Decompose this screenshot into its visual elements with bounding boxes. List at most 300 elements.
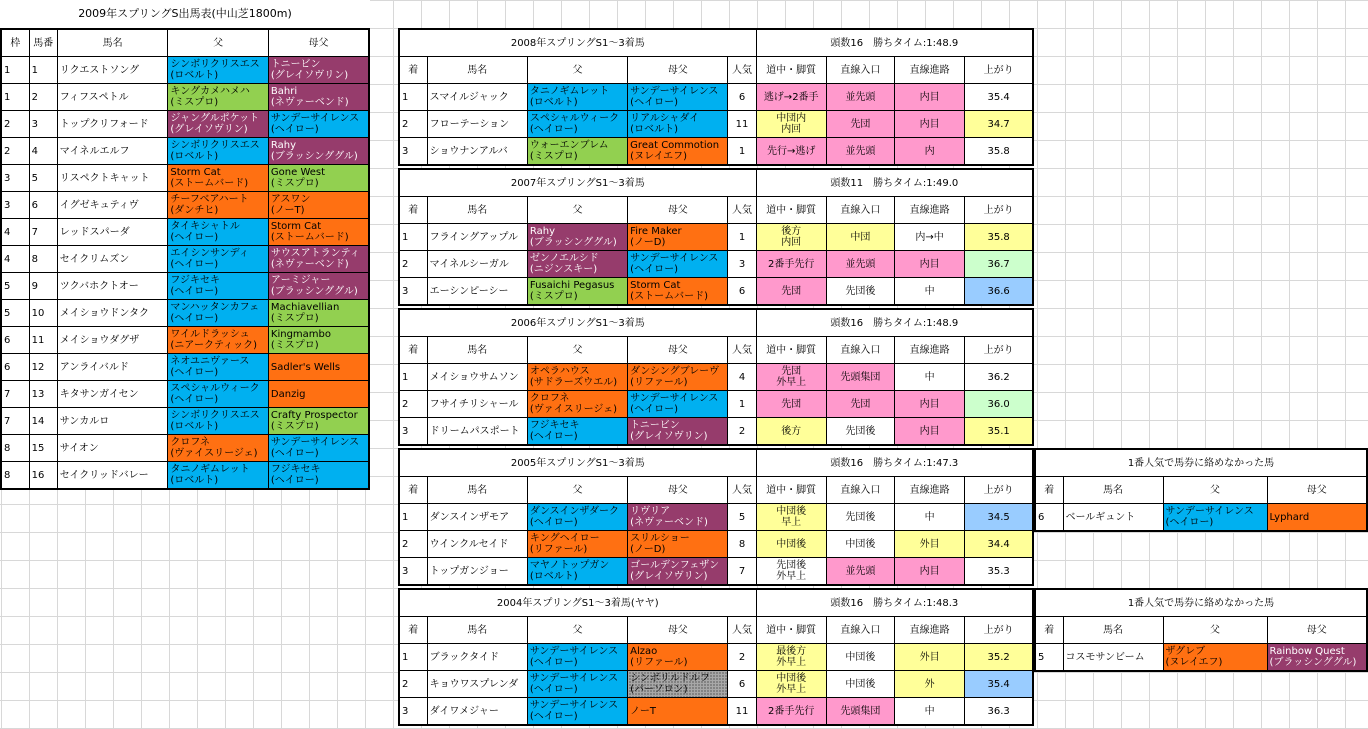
year-title: 2005年スプリングS1～3着馬	[399, 449, 756, 477]
horse-name: ツクバホクトオー	[57, 273, 168, 300]
column-header: 直線進路	[895, 337, 965, 364]
horse-name: エーシンピーシー	[427, 278, 527, 306]
dam-sire-cell: サンデーサイレンス (ヘイロー)	[628, 251, 728, 278]
frame-number: 4	[1, 246, 29, 273]
column-header: 着	[399, 57, 427, 84]
final-time: 35.3	[965, 558, 1033, 586]
dam-sire-cell: Kingmambo (ミスプロ)	[268, 327, 369, 354]
column-header: 直線進路	[895, 197, 965, 224]
running-style: 先団	[756, 391, 826, 418]
dam-sire-cell: Gone West (ミスプロ)	[268, 165, 369, 192]
sire-cell: Fusaichi Pegasus (ミスプロ)	[527, 278, 627, 306]
entry-row	[1, 192, 369, 219]
dam-sire-cell: Alzao (リファール)	[628, 644, 728, 671]
horse-name: マイネルエルフ	[57, 138, 168, 165]
column-header: 直線入口	[826, 617, 894, 644]
running-style: 後方 内回	[756, 224, 826, 251]
sire-cell: クロフネ (ヴァイスリージェ)	[168, 435, 269, 462]
column-header: 馬名	[1063, 617, 1163, 644]
stretch-course: 内	[895, 138, 965, 166]
past-results-table	[398, 168, 1034, 306]
dam-sire-cell: サウスアトランティ (ネヴァーベンド)	[268, 246, 369, 273]
horse-name: メイショウサムソン	[427, 364, 527, 391]
sire-cell: ジャングルポケット (グレイソヴリン)	[168, 111, 269, 138]
frame-number: 4	[1, 219, 29, 246]
sire-cell: サンデーサイレンス (ヘイロー)	[527, 698, 627, 726]
entry-table-title: 2009年スプリングS出馬表(中山芝1800m)	[0, 0, 370, 28]
entry-row	[1, 381, 369, 408]
result-row	[1035, 504, 1367, 532]
stretch-course: 内目	[895, 84, 965, 111]
horse-number: 6	[29, 192, 57, 219]
column-header: 馬名	[427, 617, 527, 644]
side-table-title: 1番人気で馬券に絡めなかった馬	[1035, 589, 1367, 617]
stretch-course: 中	[895, 278, 965, 306]
column-header: 父	[527, 477, 627, 504]
final-time: 35.4	[965, 671, 1033, 698]
horse-name: セイクリムズン	[57, 246, 168, 273]
finish-position: 2	[399, 391, 427, 418]
horse-name: キタサンガイセン	[57, 381, 168, 408]
horse-name: ダンスインザモア	[427, 504, 527, 531]
stretch-course: 内目	[895, 418, 965, 446]
horse-name: アンライバルド	[57, 354, 168, 381]
column-header: 着	[399, 617, 427, 644]
final-time: 36.2	[965, 364, 1033, 391]
popularity: 1	[728, 224, 756, 251]
dam-sire-cell: Storm Cat (ストームバード)	[268, 219, 369, 246]
horse-name: マイネルシーガル	[427, 251, 527, 278]
entry-row	[1, 462, 369, 490]
horse-name: セイクリッドバレー	[57, 462, 168, 490]
finish-position: 2	[399, 111, 427, 138]
running-style: 中団内 内回	[756, 111, 826, 138]
finish-position: 6	[1035, 504, 1063, 532]
stretch-course: 内目	[895, 111, 965, 138]
result-row	[399, 111, 1033, 138]
sire-cell: スペシャルウィーク (ヘイロー)	[527, 111, 627, 138]
column-header: 父	[527, 57, 627, 84]
final-time: 36.7	[965, 251, 1033, 278]
year-header-row	[399, 169, 1033, 197]
result-row	[399, 364, 1033, 391]
horse-number: 2	[29, 84, 57, 111]
result-row	[399, 504, 1033, 531]
horse-name: サイオン	[57, 435, 168, 462]
final-time: 34.4	[965, 531, 1033, 558]
horse-name: ウインクルセイド	[427, 531, 527, 558]
column-header-row	[399, 57, 1033, 84]
result-row	[399, 531, 1033, 558]
horse-name: キョウワスプレンダ	[427, 671, 527, 698]
sire-cell: フジキセキ (ヘイロー)	[527, 418, 627, 446]
stretch-course: 外	[895, 671, 965, 698]
stretch-entry: 中団後	[826, 644, 894, 671]
column-header: 母父	[628, 477, 728, 504]
sire-cell: タイキシャトル (ヘイロー)	[168, 219, 269, 246]
dam-sire-cell: トニービン (グレイソヴリン)	[268, 57, 369, 84]
horse-name: フローテーション	[427, 111, 527, 138]
stretch-entry: 並先頭	[826, 558, 894, 586]
year-header-row	[399, 449, 1033, 477]
column-header: 上がり	[965, 337, 1033, 364]
horse-name: トップクリフォード	[57, 111, 168, 138]
dam-sire-cell: ダンシングブレーヴ (リファール)	[628, 364, 728, 391]
stretch-entry: 並先頭	[826, 84, 894, 111]
finish-position: 3	[399, 698, 427, 726]
race-info: 頭数11 勝ちタイム:1:49.0	[756, 169, 1033, 197]
popularity: 3	[728, 251, 756, 278]
final-time: 36.0	[965, 391, 1033, 418]
running-style: 先行→逃げ	[756, 138, 826, 166]
dam-sire-cell: シンボリルドルフ (パーソロン)	[628, 671, 728, 698]
popularity: 2	[728, 644, 756, 671]
column-header-row	[1035, 477, 1367, 504]
column-header: 上がり	[965, 197, 1033, 224]
stretch-entry: 並先頭	[826, 138, 894, 166]
result-row	[399, 418, 1033, 446]
final-time: 36.3	[965, 698, 1033, 726]
entry-row	[1, 57, 369, 84]
horse-name: コスモサンビーム	[1063, 644, 1163, 672]
sire-cell: スペシャルウィーク (ヘイロー)	[168, 381, 269, 408]
entry-row	[1, 165, 369, 192]
stretch-course: 外目	[895, 644, 965, 671]
dam-sire-cell: ノーT	[628, 698, 728, 726]
horse-number: 11	[29, 327, 57, 354]
horse-name: フサイチリシャール	[427, 391, 527, 418]
column-header: 直線進路	[895, 477, 965, 504]
sire-cell: タニノギムレット (ロベルト)	[527, 84, 627, 111]
horse-number: 1	[29, 57, 57, 84]
horse-name: イグゼキュティヴ	[57, 192, 168, 219]
horse-name: リスペクトキャット	[57, 165, 168, 192]
dam-sire-cell: Machiavellian (ミスプロ)	[268, 300, 369, 327]
final-time: 35.8	[965, 138, 1033, 166]
horse-number: 13	[29, 381, 57, 408]
horse-number: 9	[29, 273, 57, 300]
column-header: 馬名	[427, 337, 527, 364]
frame-number: 6	[1, 354, 29, 381]
final-time: 34.7	[965, 111, 1033, 138]
result-row	[399, 391, 1033, 418]
popularity: 11	[728, 698, 756, 726]
stretch-course: 内目	[895, 558, 965, 586]
stretch-entry: 先頭集団	[826, 364, 894, 391]
column-header: 上がり	[965, 57, 1033, 84]
frame-number: 2	[1, 111, 29, 138]
frame-number: 8	[1, 435, 29, 462]
horse-number: 14	[29, 408, 57, 435]
column-header: 直線入口	[826, 57, 894, 84]
finish-position: 2	[399, 531, 427, 558]
column-header: 人気	[728, 197, 756, 224]
stretch-entry: 先団後	[826, 418, 894, 446]
result-row	[399, 644, 1033, 671]
result-row	[399, 558, 1033, 586]
sire-cell: マヤノトップガン (ロベルト)	[527, 558, 627, 586]
dam-sire-cell: サンデーサイレンス (ヘイロー)	[628, 84, 728, 111]
running-style: 中団後 早上	[756, 504, 826, 531]
column-header: 直線進路	[895, 617, 965, 644]
stretch-entry: 中団	[826, 224, 894, 251]
column-header: 直線入口	[826, 477, 894, 504]
finish-position: 2	[399, 251, 427, 278]
dam-sire-cell: フジキセキ (ヘイロー)	[268, 462, 369, 490]
sire-cell: オペラハウス (サドラーズウエル)	[527, 364, 627, 391]
column-header: 馬名	[57, 29, 168, 57]
horse-number: 4	[29, 138, 57, 165]
final-time: 35.1	[965, 418, 1033, 446]
sire-cell: ネオユニヴァース (ヘイロー)	[168, 354, 269, 381]
column-header: 父	[527, 197, 627, 224]
frame-number: 2	[1, 138, 29, 165]
sire-cell: ダンスインザダーク (ヘイロー)	[527, 504, 627, 531]
dam-sire-cell: リヴリア (ネヴァーベンド)	[628, 504, 728, 531]
race-info: 頭数16 勝ちタイム:1:48.9	[756, 29, 1033, 57]
year-header-row	[399, 589, 1033, 617]
finish-position: 3	[399, 138, 427, 166]
frame-number: 3	[1, 192, 29, 219]
result-row	[399, 671, 1033, 698]
result-row	[399, 251, 1033, 278]
column-header: 母父	[628, 337, 728, 364]
finish-position: 1	[399, 644, 427, 671]
horse-name: スマイルジャック	[427, 84, 527, 111]
entry-row	[1, 300, 369, 327]
result-row	[1035, 644, 1367, 672]
popularity: 6	[728, 278, 756, 306]
sire-cell: クロフネ (ヴァイスリージェ)	[527, 391, 627, 418]
sire-cell: サンデーサイレンス (ヘイロー)	[1163, 504, 1267, 532]
year-title: 2008年スプリングS1～3着馬	[399, 29, 756, 57]
sire-cell: シンボリクリスエス (ロベルト)	[168, 408, 269, 435]
dam-sire-cell: Danzig	[268, 381, 369, 408]
column-header: 道中・脚質	[756, 197, 826, 224]
frame-number: 3	[1, 165, 29, 192]
past-results-table	[398, 588, 1034, 726]
frame-number: 1	[1, 57, 29, 84]
column-header: 母父	[1267, 477, 1367, 504]
entry-row	[1, 246, 369, 273]
stretch-course: 中	[895, 698, 965, 726]
year-header-row	[399, 309, 1033, 337]
dam-sire-cell: リアルシャダイ (ロベルト)	[628, 111, 728, 138]
dam-sire-cell: アーミジャー (ブラッシンググル)	[268, 273, 369, 300]
dam-sire-cell: トニービン (グレイソヴリン)	[628, 418, 728, 446]
running-style: 先団 外早上	[756, 364, 826, 391]
sire-cell: シンボリクリスエス (ロベルト)	[168, 57, 269, 84]
column-header: 父	[527, 617, 627, 644]
column-header: 枠	[1, 29, 29, 57]
past-results-table	[398, 28, 1034, 166]
column-header-row	[399, 197, 1033, 224]
frame-number: 1	[1, 84, 29, 111]
result-row	[399, 138, 1033, 166]
frame-number: 6	[1, 327, 29, 354]
sire-cell: ウォーエンブレム (ミスプロ)	[527, 138, 627, 166]
past-results-table	[398, 308, 1034, 446]
horse-name: ベールギュント	[1063, 504, 1163, 532]
popularity: 7	[728, 558, 756, 586]
column-header: 人気	[728, 57, 756, 84]
column-header: 馬名	[427, 477, 527, 504]
favorite-unplaced-table	[1034, 588, 1368, 672]
stretch-course: 内→中	[895, 224, 965, 251]
column-header: 着	[399, 337, 427, 364]
dam-sire-cell: ゴールデンフェザン (グレイソヴリン)	[628, 558, 728, 586]
year-title: 2004年スプリングS1～3着馬(ヤヤ)	[399, 589, 756, 617]
popularity: 8	[728, 531, 756, 558]
horse-number: 5	[29, 165, 57, 192]
running-style: 逃げ→2番手	[756, 84, 826, 111]
stretch-entry: 中団後	[826, 531, 894, 558]
popularity: 5	[728, 504, 756, 531]
horse-name: ドリームパスポート	[427, 418, 527, 446]
horse-name: サンカルロ	[57, 408, 168, 435]
horse-number: 15	[29, 435, 57, 462]
column-header: 直線入口	[826, 337, 894, 364]
horse-name: ブラックタイド	[427, 644, 527, 671]
dam-sire-cell: サンデーサイレンス (ヘイロー)	[268, 435, 369, 462]
stretch-entry: 先団	[826, 111, 894, 138]
column-header: 道中・脚質	[756, 57, 826, 84]
column-header-row	[399, 477, 1033, 504]
stretch-course: 内目	[895, 391, 965, 418]
dam-sire-cell: サンデーサイレンス (ヘイロー)	[628, 391, 728, 418]
final-time: 36.6	[965, 278, 1033, 306]
result-row	[399, 698, 1033, 726]
horse-name: リクエストソング	[57, 57, 168, 84]
entry-row	[1, 138, 369, 165]
stretch-entry: 先団後	[826, 278, 894, 306]
finish-position: 1	[399, 504, 427, 531]
favorite-unplaced-table	[1034, 448, 1368, 532]
column-header: 父	[1163, 477, 1267, 504]
side-title-row	[1035, 589, 1367, 617]
popularity: 2	[728, 418, 756, 446]
frame-number: 8	[1, 462, 29, 490]
entry-table	[0, 28, 370, 490]
sire-cell: タニノギムレット (ロベルト)	[168, 462, 269, 490]
column-header: 上がり	[965, 617, 1033, 644]
entry-row	[1, 354, 369, 381]
popularity: 11	[728, 111, 756, 138]
side-table-title: 1番人気で馬券に絡めなかった馬	[1035, 449, 1367, 477]
popularity: 1	[728, 391, 756, 418]
entry-row	[1, 219, 369, 246]
side-title-row	[1035, 449, 1367, 477]
sire-cell: シンボリクリスエス (ロベルト)	[168, 138, 269, 165]
column-header: 父	[168, 29, 269, 57]
stretch-entry: 中団後	[826, 671, 894, 698]
stretch-course: 外目	[895, 531, 965, 558]
horse-number: 16	[29, 462, 57, 490]
column-header: 着	[399, 477, 427, 504]
sire-cell: キングヘイロー (リファール)	[527, 531, 627, 558]
finish-position: 3	[399, 558, 427, 586]
column-header: 母父	[628, 617, 728, 644]
sire-cell: ワイルドラッシュ (ニアークティック)	[168, 327, 269, 354]
result-row	[399, 84, 1033, 111]
sire-cell: Storm Cat (ストームバード)	[168, 165, 269, 192]
horse-number: 3	[29, 111, 57, 138]
frame-number: 7	[1, 408, 29, 435]
dam-sire-cell: Sadler's Wells	[268, 354, 369, 381]
column-header: 道中・脚質	[756, 337, 826, 364]
stretch-entry: 並先頭	[826, 251, 894, 278]
frame-number: 5	[1, 273, 29, 300]
finish-position: 3	[399, 278, 427, 306]
entry-row	[1, 84, 369, 111]
horse-name: フィフスペトル	[57, 84, 168, 111]
column-header: 道中・脚質	[756, 477, 826, 504]
popularity: 6	[728, 671, 756, 698]
horse-number: 8	[29, 246, 57, 273]
column-header: 馬名	[427, 57, 527, 84]
horse-number: 12	[29, 354, 57, 381]
popularity: 4	[728, 364, 756, 391]
sire-cell: フジキセキ (ヘイロー)	[168, 273, 269, 300]
column-header: 道中・脚質	[756, 617, 826, 644]
sire-cell: エイシンサンディ (ヘイロー)	[168, 246, 269, 273]
column-header-row	[1035, 617, 1367, 644]
column-header: 馬番	[29, 29, 57, 57]
horse-name: ショウナンアルバ	[427, 138, 527, 166]
horse-number: 10	[29, 300, 57, 327]
stretch-entry: 先頭集団	[826, 698, 894, 726]
horse-name: メイショウダグザ	[57, 327, 168, 354]
stretch-entry: 先団	[826, 391, 894, 418]
entry-row	[1, 111, 369, 138]
horse-name: トップガンジョー	[427, 558, 527, 586]
dam-sire-cell: Great Commotion (ヌレイエフ)	[628, 138, 728, 166]
frame-number: 7	[1, 381, 29, 408]
running-style: 最後方 外早上	[756, 644, 826, 671]
running-style: 2番手先行	[756, 698, 826, 726]
year-header-row	[399, 29, 1033, 57]
column-header: 馬名	[1063, 477, 1163, 504]
stretch-course: 中	[895, 504, 965, 531]
past-results-table	[398, 448, 1034, 586]
popularity: 6	[728, 84, 756, 111]
final-time: 35.2	[965, 644, 1033, 671]
sire-cell: チーフベアハート (ダンチヒ)	[168, 192, 269, 219]
column-header-row	[399, 617, 1033, 644]
year-title: 2007年スプリングS1～3着馬	[399, 169, 756, 197]
finish-position: 3	[399, 418, 427, 446]
column-header: 人気	[728, 477, 756, 504]
finish-position: 1	[399, 84, 427, 111]
dam-sire-cell: Fire Maker (ノーD)	[628, 224, 728, 251]
finish-position: 1	[399, 224, 427, 251]
column-header: 直線入口	[826, 197, 894, 224]
final-time: 34.5	[965, 504, 1033, 531]
column-header: 母父	[628, 197, 728, 224]
finish-position: 2	[399, 671, 427, 698]
horse-name: レッドスパーダ	[57, 219, 168, 246]
entry-row	[1, 327, 369, 354]
race-info: 頭数16 勝ちタイム:1:48.9	[756, 309, 1033, 337]
result-row	[399, 224, 1033, 251]
frame-number: 5	[1, 300, 29, 327]
column-header: 馬名	[427, 197, 527, 224]
column-header: 人気	[728, 337, 756, 364]
result-row	[399, 278, 1033, 306]
running-style: 2番手先行	[756, 251, 826, 278]
column-header: 人気	[728, 617, 756, 644]
race-info: 頭数16 勝ちタイム:1:47.3	[756, 449, 1033, 477]
